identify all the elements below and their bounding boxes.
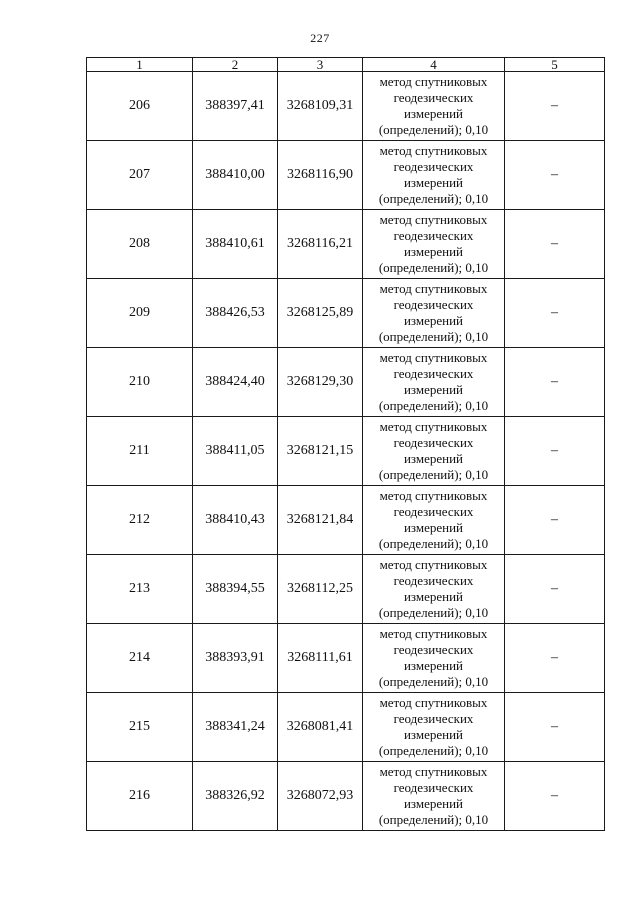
method-cell: метод спутниковых геодезических измерений (определений); 0,10 xyxy=(363,624,505,693)
coordinates-table xyxy=(86,57,605,831)
note-cell: – xyxy=(505,348,605,417)
method-cell: метод спутниковых геодезических измерений (определений); 0,10 xyxy=(363,486,505,555)
point-number-cell: 216 xyxy=(87,762,193,831)
table-row xyxy=(87,555,605,624)
note-cell: – xyxy=(505,486,605,555)
column-header-2: 2 xyxy=(193,58,278,72)
note-cell: – xyxy=(505,624,605,693)
note-cell: – xyxy=(505,417,605,486)
point-number-cell: 215 xyxy=(87,693,193,762)
header-row xyxy=(87,58,605,72)
y-coordinate-cell: 3268111,61 xyxy=(278,624,363,693)
y-coordinate-cell: 3268072,93 xyxy=(278,762,363,831)
table-row xyxy=(87,141,605,210)
x-coordinate-cell: 388341,24 xyxy=(193,693,278,762)
point-number-cell: 213 xyxy=(87,555,193,624)
x-coordinate-cell: 388393,91 xyxy=(193,624,278,693)
table-row xyxy=(87,486,605,555)
point-number-cell: 211 xyxy=(87,417,193,486)
method-cell: метод спутниковых геодезических измерений (определений); 0,10 xyxy=(363,210,505,279)
table-row xyxy=(87,624,605,693)
y-coordinate-cell: 3268125,89 xyxy=(278,279,363,348)
method-cell: метод спутниковых геодезических измерений (определений); 0,10 xyxy=(363,279,505,348)
column-header-4: 4 xyxy=(363,58,505,72)
table-row xyxy=(87,417,605,486)
x-coordinate-cell: 388424,40 xyxy=(193,348,278,417)
x-coordinate-cell: 388410,43 xyxy=(193,486,278,555)
note-cell: – xyxy=(505,279,605,348)
column-header-5: 5 xyxy=(505,58,605,72)
x-coordinate-cell: 388410,61 xyxy=(193,210,278,279)
method-cell: метод спутниковых геодезических измерений (определений); 0,10 xyxy=(363,141,505,210)
note-cell: – xyxy=(505,693,605,762)
y-coordinate-cell: 3268112,25 xyxy=(278,555,363,624)
method-cell: метод спутниковых геодезических измерений (определений); 0,10 xyxy=(363,555,505,624)
table-row xyxy=(87,210,605,279)
y-coordinate-cell: 3268121,84 xyxy=(278,486,363,555)
point-number-cell: 209 xyxy=(87,279,193,348)
x-coordinate-cell: 388426,53 xyxy=(193,279,278,348)
x-coordinate-cell: 388411,05 xyxy=(193,417,278,486)
point-number-cell: 206 xyxy=(87,72,193,141)
point-number-cell: 210 xyxy=(87,348,193,417)
note-cell: – xyxy=(505,555,605,624)
y-coordinate-cell: 3268109,31 xyxy=(278,72,363,141)
note-cell: – xyxy=(505,141,605,210)
page-number: 227 xyxy=(310,31,330,45)
y-coordinate-cell: 3268116,90 xyxy=(278,141,363,210)
point-number-cell: 207 xyxy=(87,141,193,210)
y-coordinate-cell: 3268129,30 xyxy=(278,348,363,417)
column-header-3: 3 xyxy=(278,58,363,72)
method-cell: метод спутниковых геодезических измерений (определений); 0,10 xyxy=(363,348,505,417)
x-coordinate-cell: 388410,00 xyxy=(193,141,278,210)
y-coordinate-cell: 3268081,41 xyxy=(278,693,363,762)
note-cell: – xyxy=(505,72,605,141)
y-coordinate-cell: 3268121,15 xyxy=(278,417,363,486)
note-cell: – xyxy=(505,762,605,831)
table-row xyxy=(87,762,605,831)
y-coordinate-cell: 3268116,21 xyxy=(278,210,363,279)
method-cell: метод спутниковых геодезических измерений (определений); 0,10 xyxy=(363,693,505,762)
method-cell: метод спутниковых геодезических измерений (определений); 0,10 xyxy=(363,762,505,831)
x-coordinate-cell: 388397,41 xyxy=(193,72,278,141)
table-row xyxy=(87,72,605,141)
note-cell: – xyxy=(505,210,605,279)
x-coordinate-cell: 388394,55 xyxy=(193,555,278,624)
point-number-cell: 208 xyxy=(87,210,193,279)
point-number-cell: 212 xyxy=(87,486,193,555)
table-row xyxy=(87,693,605,762)
method-cell: метод спутниковых геодезических измерений (определений); 0,10 xyxy=(363,72,505,141)
point-number-cell: 214 xyxy=(87,624,193,693)
table-row xyxy=(87,279,605,348)
method-cell: метод спутниковых геодезических измерений (определений); 0,10 xyxy=(363,417,505,486)
table-row xyxy=(87,348,605,417)
column-header-1: 1 xyxy=(87,58,193,72)
x-coordinate-cell: 388326,92 xyxy=(193,762,278,831)
